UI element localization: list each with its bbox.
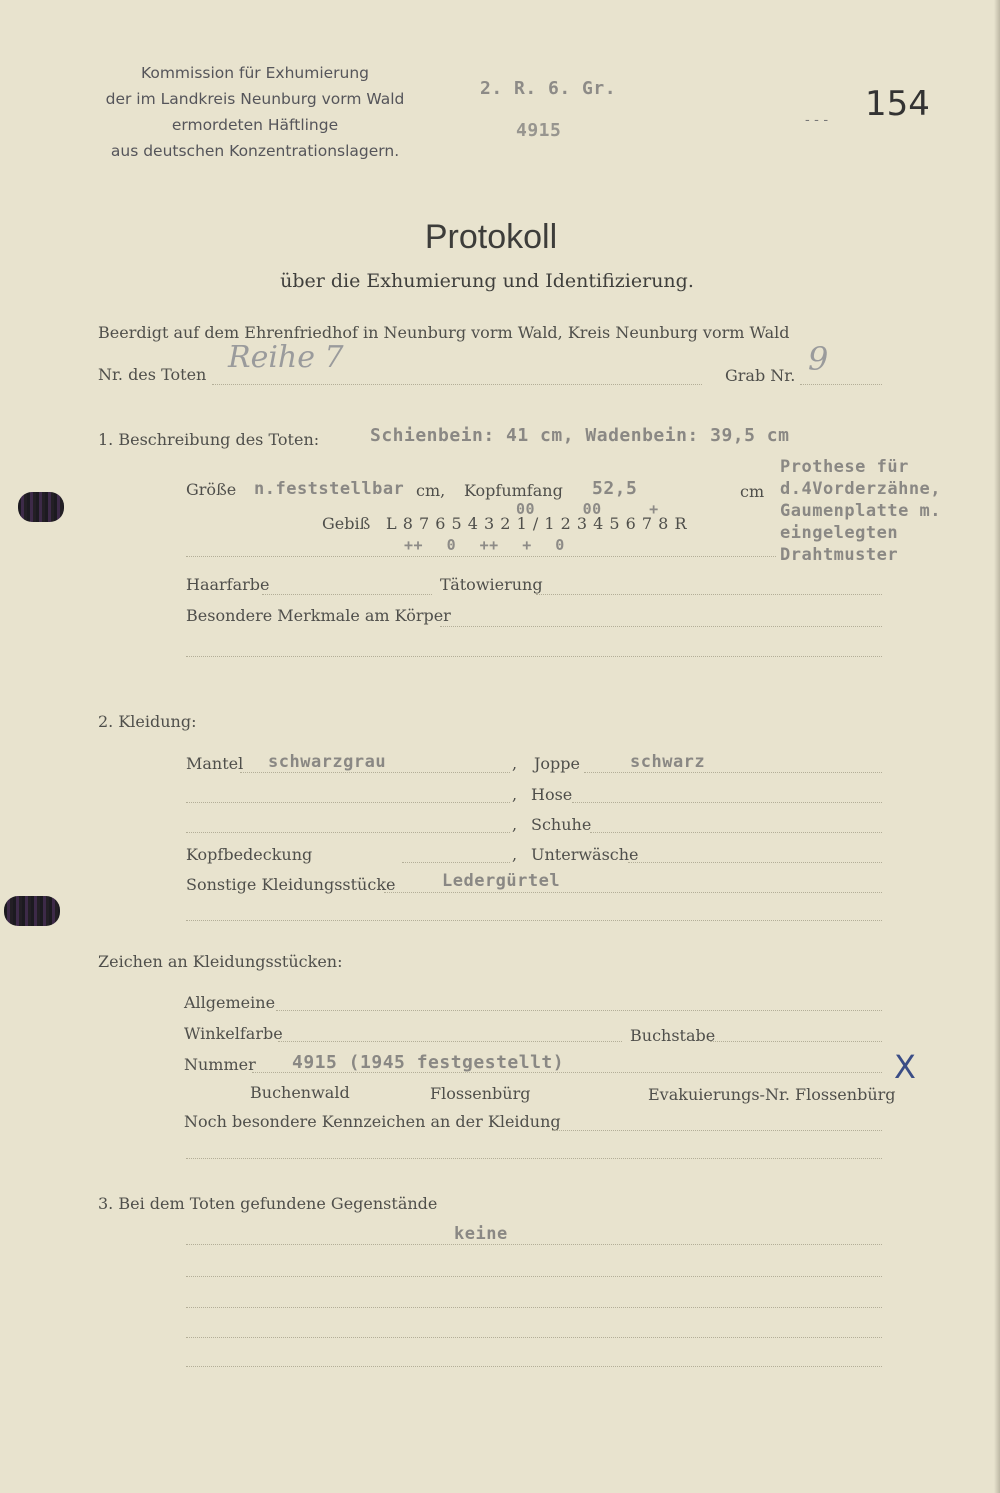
taetowierung-dotline [536, 594, 882, 595]
nummer-label: Nummer [184, 1055, 256, 1074]
section1-label: 1. Beschreibung des Toten: [98, 430, 320, 449]
merkmale-dotline-2 [186, 656, 882, 657]
reference-number: 4915 [516, 120, 562, 141]
allgemeine-dotline [276, 1010, 882, 1011]
sonstige-dotline [384, 892, 882, 893]
haarfarbe-dotline [262, 594, 432, 595]
kopfbedeckung-label: Kopfbedeckung [186, 845, 313, 864]
buchstabe-label: Buchstabe [630, 1026, 716, 1045]
hose-label: Hose [531, 785, 573, 804]
prothese-note [780, 456, 941, 566]
schuhe-dotline [590, 832, 882, 833]
prothese-line-4: eingelegten [780, 523, 899, 543]
sonstige-dotline-2 [186, 920, 882, 921]
grab-dotline [800, 384, 882, 385]
section3-dotline-1 [186, 1244, 882, 1245]
merkmale-label: Besondere Merkmale am Körper [186, 606, 451, 625]
winkelfarbe-dotline [278, 1041, 622, 1042]
commission-line-4: aus deutschen Konzentrationslagern. [110, 142, 400, 160]
sonstige-value: Ledergürtel [442, 871, 561, 891]
taetowierung-label: Tätowierung [440, 575, 543, 594]
section3-dotline-5 [186, 1366, 882, 1367]
kopfumfang-unit: cm [740, 482, 765, 501]
comma-3: , [512, 815, 518, 834]
winkelfarbe-label: Winkelfarbe [184, 1024, 283, 1043]
mantel-value: schwarzgrau [268, 752, 387, 772]
joppe-value: schwarz [630, 752, 706, 772]
kopfumfang-value: 52,5 [592, 478, 638, 499]
nr-dotline [212, 384, 702, 385]
noch-dotline [552, 1130, 882, 1131]
hose-dotline [572, 802, 882, 803]
groesse-value: n.feststellbar [254, 479, 405, 499]
mantel-dotline [240, 772, 510, 773]
section3-value: keine [454, 1224, 508, 1244]
check-mark: X [894, 1048, 916, 1086]
prothese-line-3: Gaumenplatte m. [780, 501, 942, 521]
joppe-dotline [584, 772, 882, 773]
gebiss-teeth: L 8 7 6 5 4 3 2 1 / 1 2 3 4 5 6 7 8 R [386, 514, 687, 533]
nummer-dotline [252, 1072, 882, 1073]
mantel-label: Mantel [186, 754, 244, 773]
sonstige-label: Sonstige Kleidungsstücke [186, 875, 396, 894]
groesse-unit: cm, [416, 481, 446, 500]
punch-hole-bottom [4, 896, 60, 926]
section3-dotline-4 [186, 1337, 882, 1338]
dash-marks: - - - [805, 112, 829, 128]
groesse-label: Größe [186, 480, 237, 499]
gebiss-label: Gebiß [322, 514, 371, 533]
section2-label: 2. Kleidung: [98, 712, 197, 731]
kopfbedeckung-dotline [402, 862, 510, 863]
buchstabe-dotline [710, 1041, 882, 1042]
section3-dotline-3 [186, 1307, 882, 1308]
grab-value: 9 [808, 340, 829, 378]
commission-header [90, 60, 420, 164]
comma-4: , [512, 845, 518, 864]
commission-line-3: ermordeten Häftlinge [171, 116, 339, 134]
merkmale-dotline [440, 626, 882, 627]
page-title: Protokoll [424, 218, 558, 256]
joppe-label: Joppe [534, 754, 580, 773]
section3-label: 3. Bei dem Toten gefundene Gegenstände [98, 1194, 438, 1213]
noch-dotline-2 [186, 1158, 882, 1159]
nr-label: Nr. des Toten [98, 365, 207, 384]
section3-dotline-2 [186, 1276, 882, 1277]
buchenwald-label: Buchenwald [250, 1083, 350, 1102]
zeichen-label: Zeichen an Kleidungsstücken: [98, 952, 343, 971]
grab-label: Grab Nr. [725, 366, 796, 385]
commission-line-2: der im Landkreis Neunburg vorm Wald [105, 90, 405, 108]
haarfarbe-label: Haarfarbe [186, 575, 270, 594]
prothese-line-1: Prothese für [780, 457, 909, 477]
comma-2: , [512, 785, 518, 804]
schuhe-label: Schuhe [531, 815, 592, 834]
reference-code: 2. R. 6. Gr. [480, 78, 617, 99]
unterwaesche-label: Unterwäsche [531, 845, 639, 864]
gebiss-dotline [186, 556, 776, 557]
flossenbuerg-label: Flossenbürg [430, 1084, 531, 1103]
page-subtitle: über die Exhumierung und Identifizierung. [280, 270, 694, 292]
prothese-line-2: d.4Vorderzähne, [780, 479, 942, 499]
hose-left-dotline [186, 802, 510, 803]
commission-line-1: Kommission für Exhumierung [140, 64, 370, 82]
prothese-line-5: Drahtmuster [780, 545, 899, 565]
section1-description: Schienbein: 41 cm, Wadenbein: 39,5 cm [370, 425, 790, 446]
comma-1: , [512, 754, 518, 773]
burial-line: Beerdigt auf dem Ehrenfriedhof in Neunburg vorm Wald, Kreis Neunburg vorm Wald [98, 323, 790, 342]
nr-value: Reihe 7 [228, 340, 344, 375]
evakuierung-label: Evakuierungs-Nr. Flossenbürg [648, 1085, 896, 1104]
gebiss-marks-top: 00 00 + [516, 500, 659, 518]
punch-hole-top [18, 492, 64, 522]
schuhe-left-dotline [186, 832, 510, 833]
kopfumfang-label: Kopfumfang [464, 481, 563, 500]
nummer-value: 4915 (1945 festgestellt) [292, 1052, 565, 1073]
noch-label: Noch besondere Kennzeichen an der Kleidung [184, 1112, 561, 1131]
gebiss-marks-bottom: ++ 0 ++ + 0 [404, 536, 565, 554]
page-number: 154 [865, 84, 930, 124]
unterwaesche-dotline [628, 862, 882, 863]
allgemeine-label: Allgemeine [184, 993, 276, 1012]
